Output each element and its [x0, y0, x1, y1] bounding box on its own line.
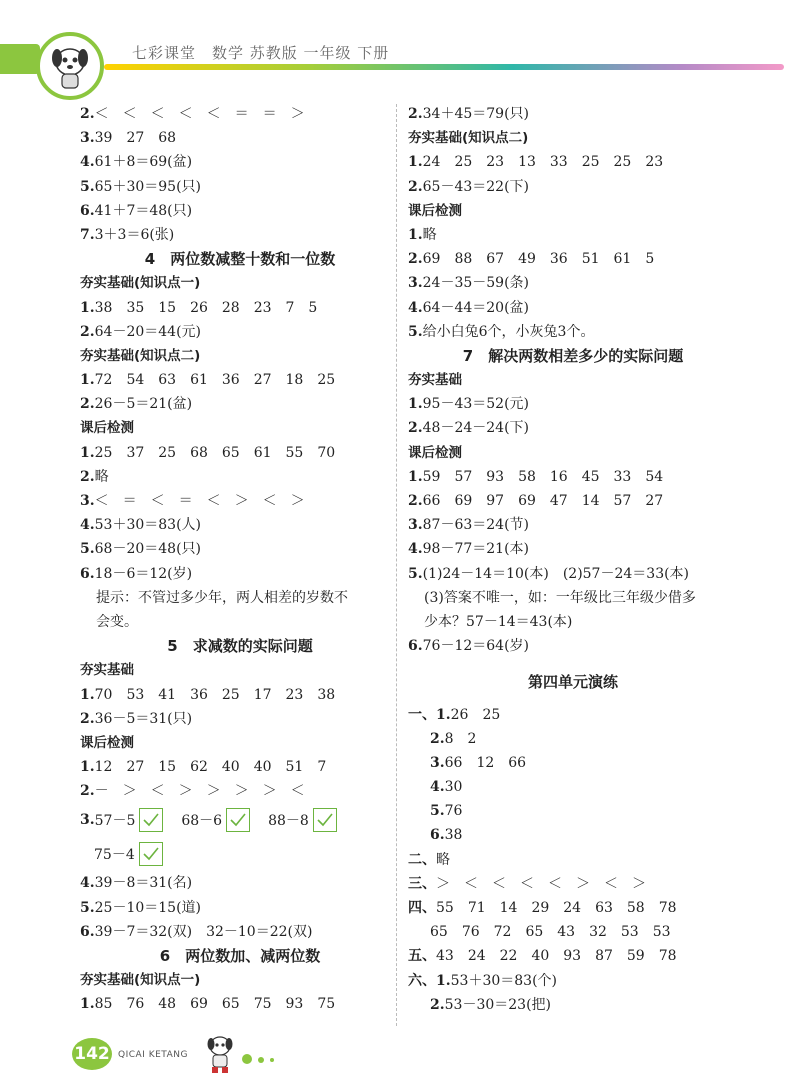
answer-line	[408, 896, 738, 920]
item-number: 4.	[408, 541, 423, 558]
answer-text: 57－5	[94, 813, 136, 830]
right-column	[408, 102, 738, 1017]
check-icon	[313, 808, 337, 832]
item-number: 5.	[430, 803, 445, 820]
answer-line	[408, 751, 738, 775]
answer-line	[408, 102, 738, 126]
answer-line	[408, 562, 738, 586]
answer-line	[80, 368, 400, 392]
answer-line	[408, 695, 738, 703]
item-number: 1.	[80, 299, 95, 316]
item-number: 六、1.	[408, 972, 451, 989]
answer-line	[408, 920, 738, 944]
section-label: 夯实基础(知识点一)	[80, 275, 201, 292]
answer-text: 64－44＝20(盆)	[422, 299, 529, 316]
decor-dot	[270, 1058, 274, 1062]
answer-text: (1)24－14＝10(本) (2)57－24＝33(本)	[422, 565, 690, 582]
answer-line	[80, 126, 400, 150]
answer-text: 85 76 48 69 65 75 93 75	[94, 996, 336, 1013]
item-number: 5.	[80, 178, 95, 195]
item-number: 2.	[80, 396, 95, 413]
section-label: 课后检测	[408, 444, 462, 461]
answer-line	[408, 175, 738, 199]
left-column	[80, 102, 400, 1017]
answer-text: 98－77＝21(本)	[422, 541, 529, 558]
item-number: 2.	[80, 323, 95, 340]
answer-text: 70 53 41 36 25 17 23 38	[94, 686, 336, 703]
answer-text: 75－4	[94, 847, 135, 864]
item-number: 2.	[408, 106, 423, 122]
answer-line	[408, 969, 738, 993]
item-number: 3.	[430, 754, 445, 771]
header-tab	[0, 44, 40, 74]
section-label: 课后检测	[408, 202, 462, 219]
mascot-icon	[200, 1032, 240, 1076]
answer-text: 30	[444, 779, 463, 796]
item-number: 1.	[80, 996, 95, 1013]
check-icon	[139, 808, 163, 832]
answer-text: 略	[422, 226, 437, 243]
answer-line	[80, 489, 400, 513]
answer-line	[80, 465, 400, 489]
item-number: 五、	[408, 948, 436, 965]
answer-text: 53－30＝23(把)	[444, 996, 551, 1013]
answer-line	[80, 392, 400, 416]
answer-text: 65 76 72 65 43 32 53 53	[430, 924, 671, 941]
answer-cont: 少本？57－14＝43(本)	[424, 613, 573, 630]
item-number: 2.	[80, 710, 95, 727]
answer-line	[408, 296, 738, 320]
answer-line	[408, 799, 738, 823]
answer-line	[80, 199, 400, 223]
answer-line	[80, 562, 400, 586]
answer-text: 72 54 63 61 36 27 18 25	[94, 372, 336, 389]
item-number: 6.	[80, 565, 95, 582]
answer-text: 12 27 15 62 40 40 51 7	[94, 759, 327, 776]
answer-line	[80, 513, 400, 537]
answer-line	[80, 683, 400, 707]
answer-line	[80, 441, 400, 465]
answer-text: 76－12＝64(岁)	[422, 638, 529, 655]
item-number: 3.	[408, 275, 423, 292]
section-label: 课后检测	[80, 420, 134, 437]
answer-line	[408, 658, 738, 670]
mascot-icon	[36, 32, 104, 100]
answer-line	[408, 247, 738, 271]
answer-line	[408, 537, 738, 561]
answer-text: 95－43＝52(元)	[422, 396, 529, 413]
decor-dot	[258, 1057, 264, 1063]
answer-text: 39 27 68	[94, 130, 177, 147]
answer-line	[408, 416, 738, 440]
decor-dot	[242, 1054, 252, 1064]
answer-text: 略	[94, 468, 109, 485]
answer-line	[80, 755, 400, 779]
answer-text: 26 25	[450, 706, 501, 723]
answer-line	[408, 392, 738, 416]
answer-line	[408, 848, 738, 872]
page-footer	[0, 1028, 800, 1084]
answer-line	[80, 871, 400, 895]
answer-text: 53＋30＝83(个)	[450, 972, 557, 989]
answer-line	[408, 703, 738, 727]
answer-line	[80, 296, 400, 320]
check-row	[80, 803, 400, 837]
answer-text: ＞ ＜ ＜ ＜ ＜ ＞ ＜ ＞	[436, 875, 646, 892]
page-number: 142	[72, 1038, 112, 1070]
item-number: 2.	[80, 468, 95, 485]
answer-text: 8 2	[444, 730, 477, 747]
item-number: 1.	[80, 444, 95, 461]
answer-cont: (3)答案不唯一，如：一年级比三年级少借多	[424, 589, 696, 606]
answer-line	[80, 537, 400, 561]
item-number: 6.	[80, 923, 95, 940]
header-gradient-bar	[104, 64, 784, 70]
answer-line	[408, 634, 738, 658]
page-header	[0, 0, 800, 100]
answer-line	[80, 992, 400, 1016]
section-label: 课后检测	[80, 734, 134, 751]
item-number: 2.	[430, 730, 445, 747]
item-number: 1.	[408, 226, 423, 243]
section-title: 5 求减数的实际问题	[167, 637, 313, 656]
item-number: 6.	[408, 638, 423, 655]
answer-text: ＜ ＝ ＜ ＝ ＜ ＞ ＜ ＞	[94, 493, 305, 509]
item-number: 6.	[80, 202, 95, 219]
item-number: 4.	[408, 299, 423, 316]
answer-text: 26－5＝21(盆)	[94, 396, 193, 413]
answer-text: 34＋45＝79(只)	[422, 106, 529, 122]
answer-line	[408, 775, 738, 799]
item-number: 2.	[408, 420, 423, 437]
answer-text: 87－63＝24(节)	[422, 517, 529, 534]
answer-text: 41＋7＝48(只)	[94, 202, 193, 219]
answer-text: 59 57 93 58 16 45 33 54	[422, 468, 664, 485]
answer-text: 25－10＝15(道)	[94, 899, 201, 916]
answer-line	[80, 779, 400, 803]
answer-text: 39－7＝32(双) 32－10＝22(双)	[94, 923, 313, 940]
section-label: 夯实基础(知识点一)	[80, 972, 201, 989]
section-title: 6 两位数加、减两位数	[159, 947, 321, 965]
item-number: 二、	[408, 851, 436, 868]
item-number: 2.	[430, 996, 445, 1013]
answer-line	[408, 513, 738, 537]
answer-line	[80, 102, 400, 126]
section-title: 7 解决两数相差多少的实际问题	[462, 346, 684, 365]
item-number: 6.	[430, 827, 445, 844]
answer-text: 36－5＝31(只)	[94, 710, 193, 727]
answer-text: 39－8＝31(名)	[94, 875, 193, 892]
answer-line	[408, 150, 738, 174]
answer-text: 3＋3＝6(张)	[94, 226, 175, 243]
answer-line	[80, 896, 400, 920]
check-row	[80, 837, 400, 871]
answer-text: 68－6	[181, 813, 223, 830]
answer-text: 61＋8＝69(盆)	[94, 154, 193, 171]
answer-line	[80, 920, 400, 944]
answer-text: 24－35－59(条)	[422, 275, 529, 292]
section-label: 夯实基础(知识点二)	[408, 130, 529, 147]
answer-text: 24 25 23 13 33 25 25 23	[422, 154, 664, 171]
answer-line	[80, 150, 400, 174]
answer-line	[408, 993, 738, 1017]
answer-text: 66 12 66	[444, 754, 527, 771]
answer-line	[408, 489, 738, 513]
answer-text: 66 69 97 69 47 14 57 27	[422, 493, 664, 509]
section-title: 4 两位数减整十数和一位数	[144, 250, 336, 269]
answer-line	[408, 320, 738, 344]
item-number: 2.	[408, 251, 423, 268]
item-number: 四、	[408, 900, 436, 916]
section-label: 夯实基础	[408, 372, 462, 389]
item-number: 1.	[80, 759, 95, 776]
answer-text: 65＋30＝95(只)	[94, 178, 201, 195]
answer-line	[80, 175, 400, 199]
answer-line	[408, 872, 738, 896]
hint-text: 会变。	[96, 613, 138, 630]
brand-text: QICAI KETANG	[118, 1050, 188, 1060]
answer-text: 48－24－24(下)	[422, 420, 529, 437]
answer-line	[408, 465, 738, 489]
item-number: 2.	[80, 106, 95, 122]
answer-text: 64－20＝44(元)	[94, 323, 201, 340]
answer-line	[80, 223, 400, 247]
answer-text: 38 35 15 26 28 23 7 5	[94, 299, 318, 316]
answer-text: 68－20＝48(只)	[94, 541, 201, 558]
answer-line	[80, 707, 400, 731]
answer-text: 88－8	[268, 813, 309, 830]
item-number: 三、	[408, 875, 436, 892]
section-label: 夯实基础(知识点二)	[80, 347, 201, 364]
item-number: 4.	[430, 779, 445, 796]
check-icon	[226, 808, 250, 832]
item-number: 3.	[80, 812, 95, 829]
item-number: 1.	[408, 468, 423, 485]
item-number: 5.	[408, 323, 423, 340]
answer-line	[408, 823, 738, 847]
item-number: 3.	[408, 517, 423, 534]
answer-line	[408, 727, 738, 751]
item-number: 4.	[80, 154, 95, 171]
item-number: 7.	[80, 226, 95, 243]
answer-text: － ＞ ＜ ＞ ＞ ＞ ＞ ＜	[94, 783, 305, 800]
unit-title: 第四单元演练	[527, 673, 618, 692]
header-title: 七彩课堂 数学 苏教版 一年级 下册	[132, 44, 390, 62]
answer-line	[80, 320, 400, 344]
hint-text: 提示：不管过多少年，两人相差的岁数不	[96, 589, 348, 606]
item-number: 一、1.	[408, 706, 451, 723]
answer-text: 18－6＝12(岁)	[94, 565, 193, 582]
answer-text: 给小白兔6个，小灰兔3个。	[422, 323, 595, 340]
answer-line	[408, 271, 738, 295]
item-number: 2.	[80, 783, 95, 800]
item-number: 5.	[408, 565, 423, 582]
answer-text: 65－43＝22(下)	[422, 178, 529, 195]
answer-text: 53＋30＝83(人)	[94, 517, 201, 534]
answer-text: 38	[444, 827, 463, 844]
item-number: 3.	[80, 493, 95, 509]
answer-text: ＜ ＜ ＜ ＜ ＜ ＝ ＝ ＞	[94, 106, 305, 122]
item-number: 3.	[80, 130, 95, 147]
answer-text: 略	[436, 851, 450, 868]
item-number: 1.	[408, 154, 423, 171]
answer-text: 76	[444, 803, 463, 820]
answer-text: 43 24 22 40 93 87 59 78	[436, 948, 677, 965]
answer-text: 55 71 14 29 24 63 58 78	[436, 900, 677, 916]
item-number: 5.	[80, 541, 95, 558]
item-number: 2.	[408, 178, 423, 195]
item-number: 1.	[408, 396, 423, 413]
item-number: 2.	[408, 493, 423, 509]
check-icon	[139, 842, 163, 866]
answer-line	[408, 223, 738, 247]
answer-text: 69 88 67 49 36 51 61 5	[422, 251, 655, 268]
answer-text: 25 37 25 68 65 61 55 70	[94, 444, 336, 461]
item-number: 1.	[80, 686, 95, 703]
item-number: 1.	[80, 372, 95, 389]
answer-line	[408, 944, 738, 968]
item-number: 5.	[80, 899, 95, 916]
item-number: 4.	[80, 875, 95, 892]
item-number: 4.	[80, 517, 95, 534]
section-label: 夯实基础	[80, 662, 134, 679]
